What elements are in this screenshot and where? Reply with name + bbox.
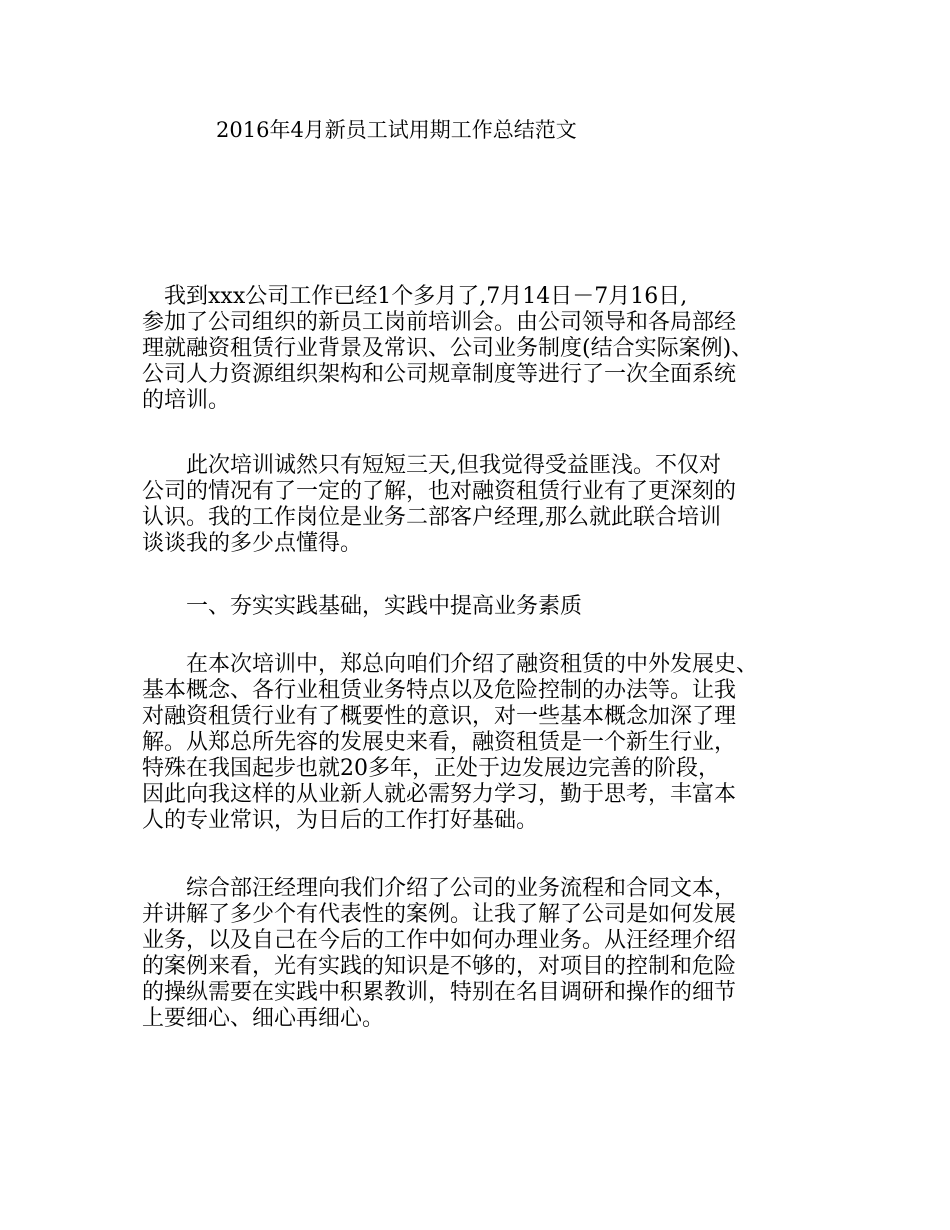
paragraph-line: 并讲解了多少个有代表性的案例。让我了解了公司是如何发展 xyxy=(142,902,737,927)
paragraph-line: 谈谈我的多少点懂得。 xyxy=(142,531,363,556)
document-title: 2016年4月新员工试用期工作总结范文 xyxy=(216,118,577,142)
paragraph-line: 业务，以及自己在今后的工作中如何办理业务。从汪经理介绍 xyxy=(142,928,737,953)
paragraph-line: 的操纵需要在实践中积累教训，特别在名目调研和操作的细节 xyxy=(142,980,737,1005)
paragraph-line: 解。从郑总所先容的发展史来看，融资租赁是一个新生行业， xyxy=(142,730,737,755)
paragraph-3 xyxy=(142,652,822,834)
paragraph-line: 公司人力资源组织架构和公司规章制度等进行了一次全面系统 xyxy=(142,362,737,387)
paragraph-line: 人的专业常识，为日后的工作打好基础。 xyxy=(142,808,539,833)
paragraph-line: 的案例来看，光有实践的知识是不够的，对项目的控制和危险 xyxy=(142,954,737,979)
paragraph-2 xyxy=(142,453,822,557)
paragraph-line: 对融资租赁行业有了概要性的意识，对一些基本概念加深了理 xyxy=(142,704,737,729)
paragraph-line: 参加了公司组织的新员工岗前培训会。由公司领导和各局部经 xyxy=(142,310,737,335)
paragraph-line: 公司的情况有了一定的了解，也对融资租赁行业有了更深刻的 xyxy=(142,479,737,504)
paragraph-line: 此次培训诚然只有短短三天,但我觉得受益匪浅。不仅对 xyxy=(142,453,721,478)
paragraph-line: 因此向我这样的从业新人就必需努力学习，勤于思考，丰富本 xyxy=(142,782,737,807)
section-heading-1 xyxy=(142,594,822,620)
paragraph-line: 在本次培训中，郑总向咱们介绍了融资租赁的中外发展史、 xyxy=(142,652,759,677)
paragraph-line: 上要细心、细心再细心。 xyxy=(142,1006,385,1031)
paragraph-line: 的培训。 xyxy=(142,388,231,413)
paragraph-line: 特殊在我国起步也就20多年，正处于边发展边完善的阶段， xyxy=(142,756,720,781)
section-heading-line: 一、夯实实践基础，实践中提高业务素质 xyxy=(142,594,583,619)
paragraph-1 xyxy=(142,284,822,414)
paragraph-line: 我到xxx公司工作已经1个多月了,7月14日－7月16日, xyxy=(142,284,688,309)
paragraph-line: 认识。我的工作岗位是业务二部客户经理,那么就此联合培训 xyxy=(142,505,721,530)
paragraph-4 xyxy=(142,876,822,1032)
paragraph-line: 基本概念、各行业租赁业务特点以及危险控制的办法等。让我 xyxy=(142,678,737,703)
paragraph-line: 综合部汪经理向我们介绍了公司的业务流程和合同文本， xyxy=(142,876,737,901)
paragraph-line: 理就融资租赁行业背景及常识、公司业务制度(结合实际案例)、 xyxy=(142,336,754,361)
